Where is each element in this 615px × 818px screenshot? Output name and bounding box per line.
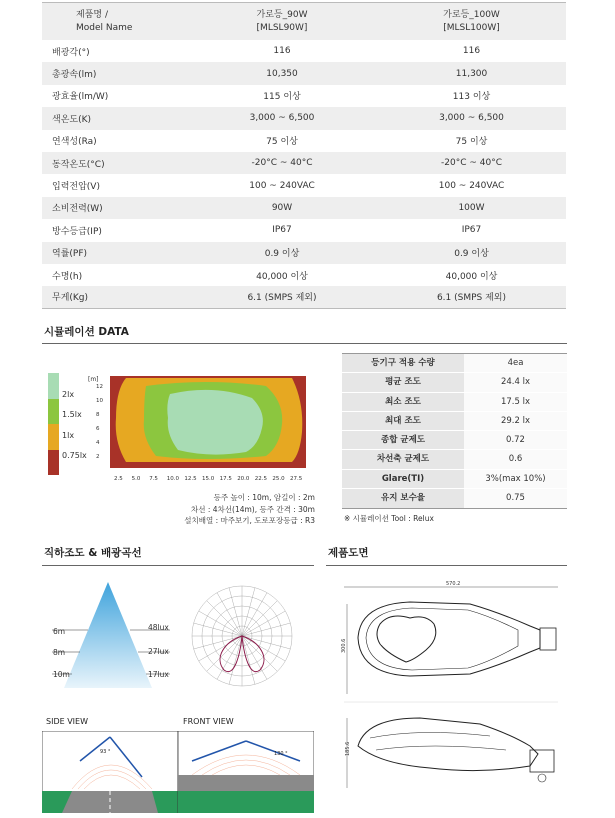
polar-spoke [229,588,242,636]
spec-row [42,264,566,286]
polar-spoke [207,636,242,671]
spec-value-90w: 116 [273,46,291,57]
spec-value-100w: 113 이상 [452,92,491,103]
x-tick-label: 2.5 [114,476,123,482]
spec-label: 방수등급(IP) [52,226,102,237]
spec-row [42,242,566,264]
height-6m: 6m [53,627,66,636]
spec-row [42,107,566,129]
spec-value-90w: 0.9 이상 [264,249,300,260]
spec-value-90w: 115 이상 [263,92,301,103]
road-views [42,731,314,813]
spec-row [42,152,566,174]
simulation-notes: 등주 높이 : 10m, 암길이 : 2m 차선 : 4차선(14m), 등주 간격 : 30m 설치배열 : 마주보기, 도로포장등급 : R3 [184,493,315,525]
spec-label: 광효율(lm/W) [52,92,109,103]
legend-swatch [48,424,59,450]
front-angle: 130 ° [274,751,288,757]
polar-spoke [229,636,242,684]
polar-spoke [242,636,290,649]
distribution-title: 직하조도 & 배광곡선 [44,547,142,559]
y-tick-label: 8 [96,412,100,418]
polar-spoke [242,601,277,636]
simulation-value: 0.72 [464,431,567,449]
simulation-row [342,431,567,450]
simulation-row [342,354,567,373]
spec-value-100w: 75 이상 [455,137,488,148]
simulation-row [342,450,567,469]
simulation-title: 시뮬레이션 DATA [44,326,129,338]
legend-swatch [48,450,59,476]
spec-row [42,197,566,219]
spec-header-label: 제품명 / Model Name [76,9,133,33]
polar-spoke [242,588,255,636]
drawing-title: 제품도면 [328,547,369,559]
drawing-divider [326,565,567,566]
spec-label: 동작온도(°C) [52,159,105,170]
spec-value-100w: 0.9 이상 [454,249,489,260]
spec-value-100w: 100W [458,202,485,213]
lux-48: 48lux [148,623,169,632]
simulation-key: Glare(TI) [342,470,464,488]
simulation-divider [42,343,567,344]
x-tick-label: 5.0 [131,476,141,482]
spec-label: 총광속(lm) [52,70,97,81]
spec-value-90w: 6.1 (SMPS 제외) [247,293,317,304]
spec-value-90w: 40,000 이상 [256,271,308,282]
spec-label: 수명(h) [52,271,83,282]
spec-value-100w: -20°C ~ 40°C [441,158,502,169]
spec-row [42,286,566,308]
simulation-row [342,489,567,508]
x-tick-label: 12.5 [184,476,197,482]
polar-spoke [242,593,267,636]
spec-value-100w: IP67 [461,225,482,236]
spec-label: 소비전력(W) [52,204,103,215]
legend-label-2lx: 2lx [62,390,75,399]
side-view-label: SIDE VIEW [46,717,88,726]
spec-row [42,174,566,196]
polar-spoke [199,611,242,636]
simulation-row [342,412,567,431]
top-view-mount [540,628,556,650]
product-drawing [330,578,570,813]
simulation-row [342,470,567,489]
y-tick-label: 4 [96,440,100,446]
simulation-row [342,373,567,392]
y-tick-label: 10 [96,398,103,404]
height-dim: 300.6 [341,638,347,653]
simulation-key: 평균 조도 [342,373,464,391]
simulation-value: 0.75 [464,489,567,508]
y-tick-label: 2 [96,454,100,460]
spec-value-90w: IP67 [272,225,292,236]
polar-spoke [207,601,242,636]
illuminance-contour-map [86,372,312,488]
simulation-key: 최소 조도 [342,393,464,411]
spec-value-90w: -20°C ~ 40°C [251,158,313,169]
spec-table [42,2,566,309]
simulation-value: 0.6 [464,450,567,468]
legend-swatch [48,373,59,399]
simulation-key: 등기구 적용 수량 [342,354,464,372]
x-tick-label: 10.0 [166,476,180,482]
height-10m: 10m [53,670,70,679]
spec-value-100w: 3,000 ~ 6,500 [439,113,504,124]
spec-row [42,219,566,241]
spec-row [42,130,566,152]
polar-spoke [217,593,242,636]
spec-value-90w: 75 이상 [266,137,298,148]
spec-value-90w: 100 ~ 240VAC [249,180,315,191]
polar-spoke [242,623,290,636]
spec-value-90w: 3,000 ~ 6,500 [249,113,315,124]
spec-row [42,62,566,84]
x-tick-label: 15.0 [202,476,215,482]
spec-label: 입력전압(V) [52,182,100,193]
front-view-label: FRONT VIEW [183,717,234,726]
spec-row [42,85,566,107]
lux-17: 17lux [148,670,169,679]
simulation-key: 차선축 균제도 [342,450,464,468]
spec-label: 색온도(K) [52,114,92,125]
spec-header-model1: 가로등_90W [MLSL90W] [256,9,308,33]
spec-value-100w: 40,000 이상 [445,271,498,282]
spec-value-100w: 116 [462,46,481,57]
x-tick-label: 27.5 [290,476,303,482]
spec-value-90w: 90W [271,202,293,213]
top-view-lens [377,616,436,662]
contour-2lx [167,390,263,455]
x-tick-label: 22.5 [254,476,268,482]
spec-header-model2: 가로등_100W [MLSL100W] [443,9,500,33]
simulation-value: 17.5 lx [464,393,567,411]
legend-label-1-5lx: 1.5lx [62,410,82,419]
spec-label: 배광각(°) [52,47,90,58]
y-unit-label: [m] [88,376,99,383]
side-angle: 93 ° [100,749,111,755]
height-8m: 8m [53,648,66,657]
y-tick-label: 6 [96,426,100,432]
x-tick-label: 17.5 [219,476,232,482]
simulation-value: 4ea [464,354,567,372]
light-cone [64,582,152,688]
legend-label-0-75lx: 0.75lx [62,451,87,460]
simulation-table [342,353,567,509]
simulation-value: 29.2 lx [464,412,567,430]
spec-header-row [42,2,566,40]
polar-spoke [242,636,255,684]
illuminance-legend [48,373,59,475]
width-dim: 570.2 [446,581,461,587]
side-view-outline [358,718,538,771]
x-tick-label: 20.0 [237,476,250,482]
lux-27: 27lux [148,647,169,656]
depth-dim: 185.6 [345,741,351,756]
legend-swatch [48,399,59,425]
simulation-value: 24.4 lx [464,373,567,391]
x-tick-label: 7.5 [149,476,158,482]
simulation-key: 최대 조도 [342,412,464,430]
y-tick-label: 12 [96,384,103,390]
simulation-row [342,393,567,412]
x-tick-label: 25.0 [272,476,285,482]
polar-spoke [194,623,242,636]
polar-spoke [242,636,277,671]
simulation-key: 유지 보수율 [342,489,464,508]
spec-value-90w: 10,350 [266,68,298,79]
light-distribution-polar-chart [184,578,300,694]
legend-label-1lx: 1lx [62,431,75,440]
distribution-divider [42,565,314,566]
spec-label: 무게(Kg) [52,293,89,304]
spec-row [42,40,566,62]
simulation-key: 종합 균제도 [342,431,464,449]
tool-note: ※ 시뮬레이션 Tool : Relux [344,514,434,523]
spec-value-100w: 100 ~ 240VAC [438,180,505,191]
spec-value-100w: 11,300 [455,68,488,79]
spec-label: 역률(PF) [52,249,88,260]
polar-spoke [242,611,285,636]
simulation-value: 3%(max 10%) [464,470,567,488]
spec-value-100w: 6.1 (SMPS 제외) [436,293,507,304]
spec-label: 연색성(Ra) [52,137,97,148]
polar-spoke [194,636,242,649]
